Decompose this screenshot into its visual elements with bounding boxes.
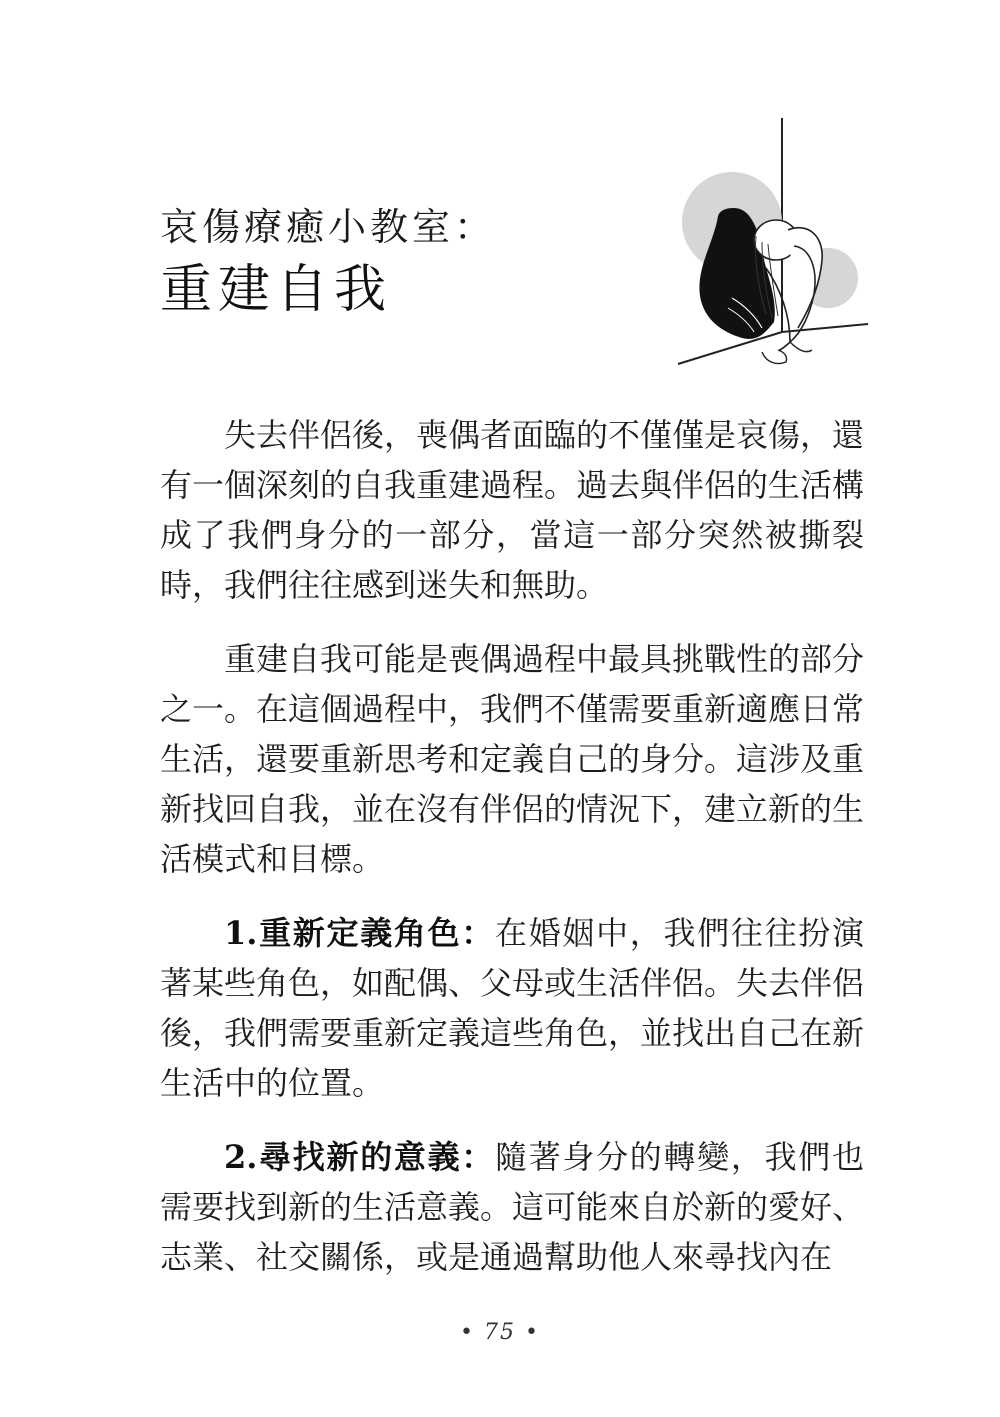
- paragraph-2-text: 重建自我可能是喪偶過程中最具挑戰性的部分之一。在這個過程中，我們不僅需要重新適應日常生活，還要重新思考和定義自己的身分。這涉及重新找回自我，並在沒有伴侶的情況下，建立新的生活模式和目標。: [160, 640, 865, 878]
- heading-title: 重建自我: [160, 260, 393, 320]
- paragraph-3-text: 在婚姻中，我們往往扮演著某些角色，如配偶、父母或生活伴侶。失去伴侶後，我們需要重新定義這些角色，並找出自己在新生活中的位置。: [160, 914, 865, 1102]
- page-number: • 75 •: [460, 1320, 540, 1345]
- paragraph-4-text: 隨著身分的轉變，我們也需要找到新的生活意義。這可能來自於新的愛好、志業、社交關係，或是通過幫助他人來尋找內在: [160, 1138, 865, 1276]
- body-text: [160, 410, 864, 1306]
- paragraph-3-lead: 1.重新定義角色：: [224, 914, 495, 952]
- grieving-figure-illustration: [670, 118, 870, 370]
- paragraph-1-text: 失去伴侶後，喪偶者面臨的不僅僅是哀傷，還有一個深刻的自我重建過程。過去與伴侶的生活構成了我們身分的一部分，當這一部分突然被撕裂時，我們往往感到迷失和無助。: [160, 416, 865, 604]
- paragraph-2: [160, 634, 864, 884]
- heading-subtitle: 哀傷療癒小教室：: [160, 205, 497, 249]
- paragraph-4-lead: 2.尋找新的意義：: [224, 1138, 495, 1176]
- paragraph-1: [160, 410, 864, 610]
- paragraph-3: [160, 908, 864, 1108]
- chapter-heading: [160, 200, 640, 324]
- paragraph-4: [160, 1132, 864, 1282]
